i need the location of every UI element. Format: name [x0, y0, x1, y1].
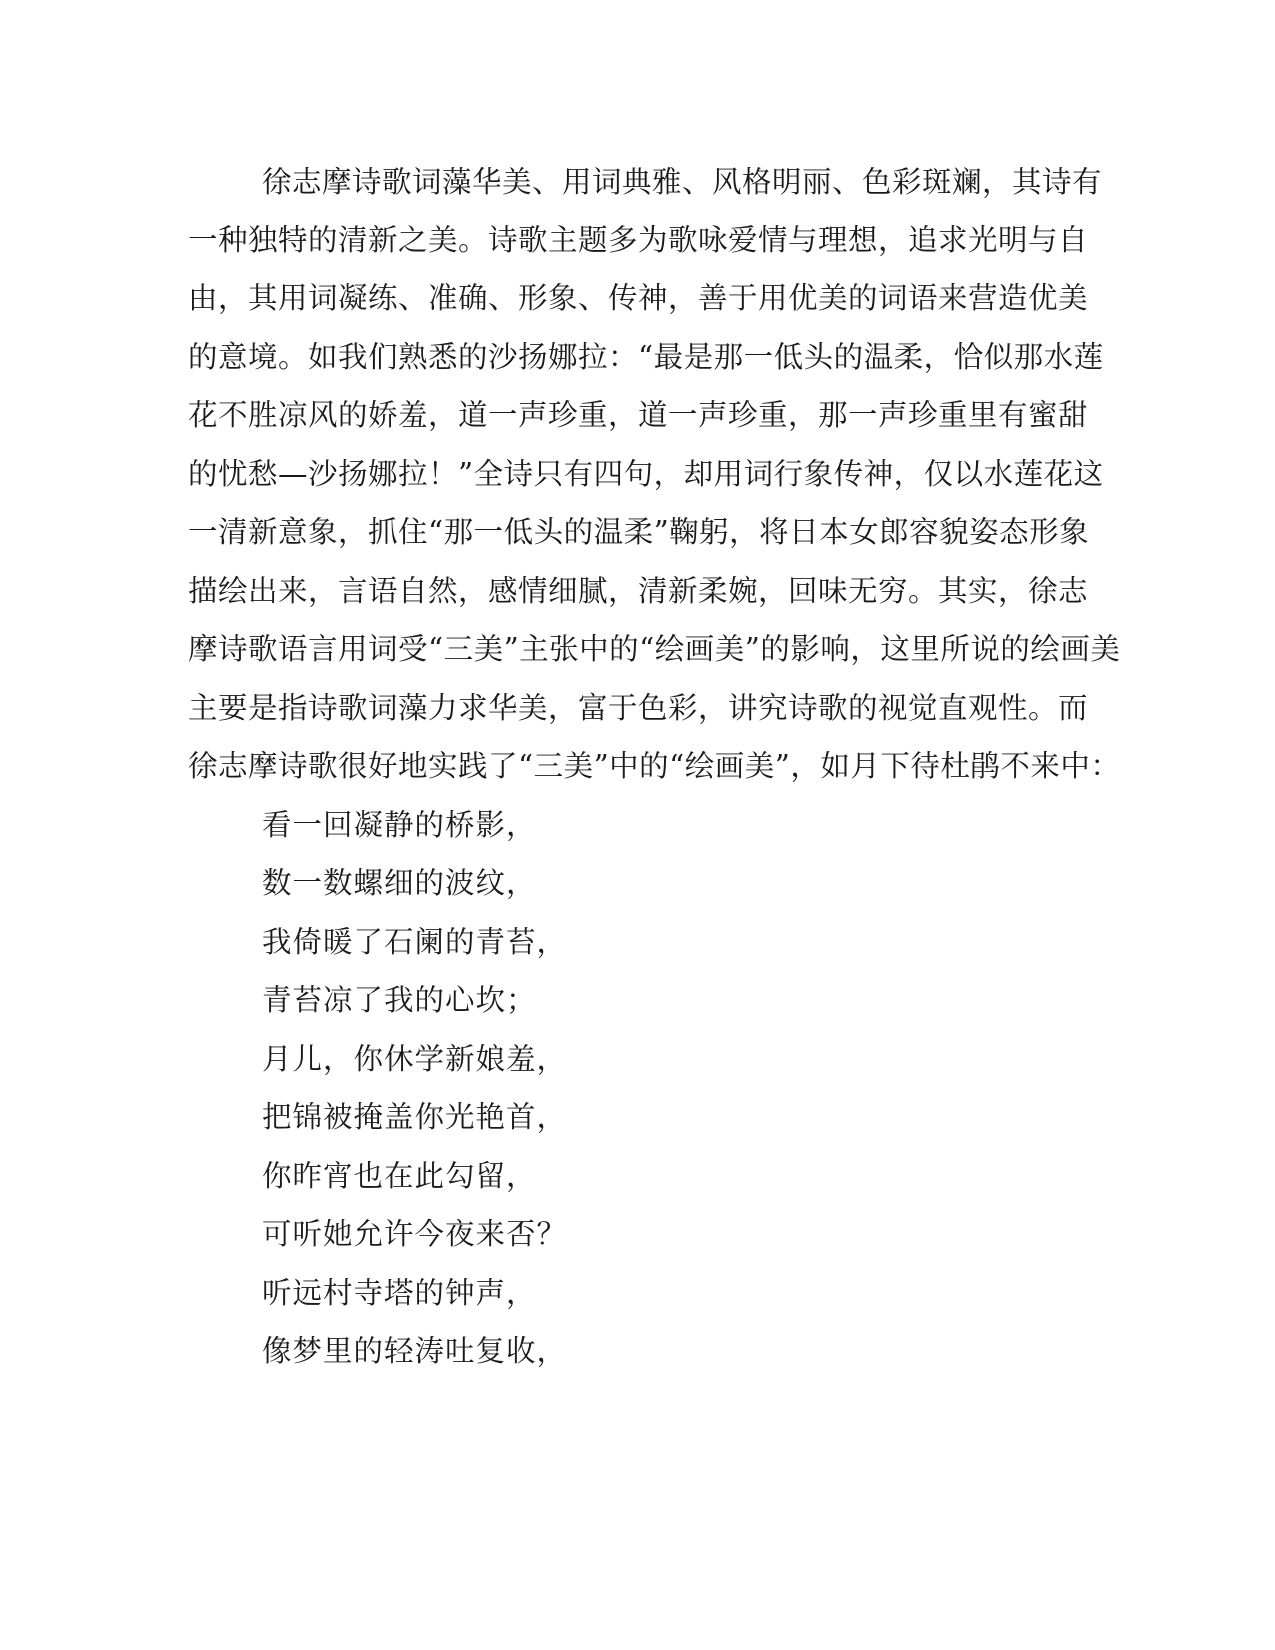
- paragraph-line: 主要是指诗歌词藻力求华美，富于色彩，讲究诗歌的视觉直观性。而: [188, 691, 1089, 725]
- paragraph-line: 的意境。如我们熟悉的沙扬娜拉：“最是那一低头的温柔，恰似那水莲: [188, 340, 1104, 374]
- poem-line: 看一回凝静的桥影，: [262, 808, 537, 842]
- paragraph-line: 由，其用词凝练、准确、形象、传神，善于用优美的词语来营造优美: [188, 281, 1089, 315]
- poem-line: 听远村寺塔的钟声，: [262, 1276, 537, 1310]
- paragraph-line: 徐志摩诗歌词藻华美、用词典雅、风格明丽、色彩斑斓，其诗有: [262, 165, 1103, 199]
- poem-line: 把锦被掩盖你光艳首，: [262, 1100, 568, 1134]
- paragraph-line: 徐志摩诗歌很好地实践了“三美”中的“绘画美”，如月下待杜鹃不来中：: [188, 749, 1121, 783]
- paragraph-line: 的忧愁—沙扬娜拉！”全诗只有四句，却用词行象传神，仅以水莲花这: [188, 457, 1104, 491]
- paragraph-line: 一种独特的清新之美。诗歌主题多为歌咏爱情与理想，追求光明与自: [188, 223, 1089, 257]
- paragraph-line: 摩诗歌语言用词受“三美”主张中的“绘画美”的影响，这里所说的绘画美: [188, 632, 1121, 666]
- poem-line: 月儿，你休学新娘羞，: [262, 1042, 568, 1076]
- poem-line: 青苔凉了我的心坎；: [262, 983, 537, 1017]
- poem-line: 可听她允许今夜来否？: [262, 1217, 568, 1251]
- paragraph-line: 描绘出来，言语自然，感情细腻，清新柔婉，回味无穷。其实，徐志: [188, 574, 1089, 608]
- poem-line: 像梦里的轻涛吐复收，: [262, 1334, 568, 1368]
- poem-line: 你昨宵也在此勾留，: [262, 1159, 537, 1193]
- poem-line: 我倚暖了石阑的青苔，: [262, 925, 568, 959]
- paragraph-line: 花不胜凉风的娇羞，道一声珍重，道一声珍重，那一声珍重里有蜜甜: [188, 398, 1089, 432]
- poem-line: 数一数螺细的波纹，: [262, 866, 537, 900]
- paragraph-line: 一清新意象，抓住“那一低头的温柔”鞠躬，将日本女郎容貌姿态形象: [188, 515, 1090, 549]
